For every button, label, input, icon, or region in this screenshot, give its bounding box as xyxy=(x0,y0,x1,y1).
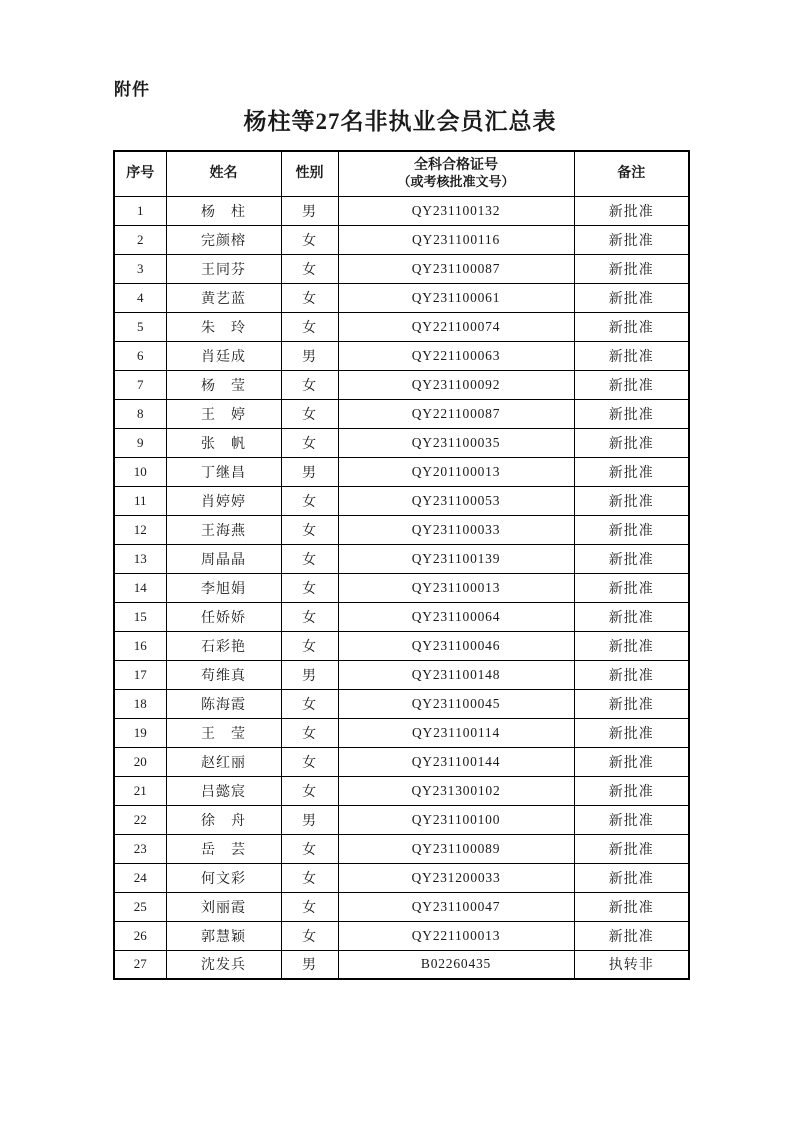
cell-row-number: 9 xyxy=(114,428,166,457)
cell-name: 郭慧颖 xyxy=(166,921,281,950)
cell-name: 杨 莹 xyxy=(166,370,281,399)
cell-cert-number: QY231100046 xyxy=(338,631,574,660)
cell-gender: 女 xyxy=(281,776,338,805)
cell-remark: 新批准 xyxy=(574,312,689,341)
cell-remark: 新批准 xyxy=(574,399,689,428)
table-row xyxy=(114,283,689,312)
cell-gender: 男 xyxy=(281,660,338,689)
cell-row-number: 10 xyxy=(114,457,166,486)
table-row xyxy=(114,486,689,515)
cell-gender: 女 xyxy=(281,573,338,602)
cell-name: 岳 芸 xyxy=(166,834,281,863)
table-row xyxy=(114,834,689,863)
cell-name: 徐 舟 xyxy=(166,805,281,834)
cell-name: 李旭娟 xyxy=(166,573,281,602)
cell-name: 陈海霞 xyxy=(166,689,281,718)
cell-cert-number: QY231100092 xyxy=(338,370,574,399)
cell-remark: 新批准 xyxy=(574,660,689,689)
cell-cert-number: QY221100063 xyxy=(338,341,574,370)
cell-name: 沈发兵 xyxy=(166,950,281,979)
cell-remark: 新批准 xyxy=(574,254,689,283)
cell-remark: 新批准 xyxy=(574,863,689,892)
cell-remark: 新批准 xyxy=(574,225,689,254)
cell-gender: 女 xyxy=(281,863,338,892)
cell-cert-number: QY231100114 xyxy=(338,718,574,747)
header-cert-line1: 全科合格证号 xyxy=(414,157,498,173)
cell-remark: 新批准 xyxy=(574,689,689,718)
table-row xyxy=(114,225,689,254)
cell-cert-number: QY201100013 xyxy=(338,457,574,486)
cell-remark: 新批准 xyxy=(574,892,689,921)
cell-gender: 男 xyxy=(281,805,338,834)
cell-cert-number: QY231100033 xyxy=(338,515,574,544)
cell-remark: 新批准 xyxy=(574,921,689,950)
header-cert xyxy=(338,151,574,196)
cell-row-number: 1 xyxy=(114,196,166,225)
cell-gender: 女 xyxy=(281,689,338,718)
cell-gender: 女 xyxy=(281,834,338,863)
header-cert-line2: （或考核批准文号） xyxy=(397,174,515,190)
cell-name: 任娇娇 xyxy=(166,602,281,631)
cell-row-number: 3 xyxy=(114,254,166,283)
cell-name: 何文彩 xyxy=(166,863,281,892)
cell-name: 王 莹 xyxy=(166,718,281,747)
cell-remark: 新批准 xyxy=(574,573,689,602)
cell-cert-number: QY231100053 xyxy=(338,486,574,515)
table-row xyxy=(114,399,689,428)
cell-row-number: 13 xyxy=(114,544,166,573)
cell-remark: 新批准 xyxy=(574,196,689,225)
cell-gender: 女 xyxy=(281,370,338,399)
table-row xyxy=(114,602,689,631)
cell-gender: 女 xyxy=(281,515,338,544)
header-row xyxy=(114,151,689,196)
cell-gender: 女 xyxy=(281,718,338,747)
cell-gender: 男 xyxy=(281,341,338,370)
cell-cert-number: QY231100064 xyxy=(338,602,574,631)
cell-row-number: 27 xyxy=(114,950,166,979)
cell-remark: 新批准 xyxy=(574,718,689,747)
page-title: 杨柱等27名非执业会员汇总表 xyxy=(243,109,557,134)
cell-gender: 女 xyxy=(281,921,338,950)
cell-name: 肖婷婷 xyxy=(166,486,281,515)
cell-cert-number: QY231200033 xyxy=(338,863,574,892)
cell-gender: 女 xyxy=(281,254,338,283)
table-row xyxy=(114,341,689,370)
cell-cert-number: QY231100035 xyxy=(338,428,574,457)
table-row xyxy=(114,718,689,747)
table-row xyxy=(114,428,689,457)
cell-remark: 新批准 xyxy=(574,631,689,660)
cell-row-number: 19 xyxy=(114,718,166,747)
header-no: 序号 xyxy=(114,151,166,196)
cell-cert-number: QY231100144 xyxy=(338,747,574,776)
cell-row-number: 18 xyxy=(114,689,166,718)
cell-row-number: 11 xyxy=(114,486,166,515)
cell-name: 刘丽霞 xyxy=(166,892,281,921)
cell-name: 杨 柱 xyxy=(166,196,281,225)
cell-row-number: 25 xyxy=(114,892,166,921)
table-row xyxy=(114,776,689,805)
cell-cert-number: B02260435 xyxy=(338,950,574,979)
table-row xyxy=(114,573,689,602)
cell-name: 苟维真 xyxy=(166,660,281,689)
cell-gender: 女 xyxy=(281,747,338,776)
header-remark: 备注 xyxy=(574,151,689,196)
cell-cert-number: QY231100089 xyxy=(338,834,574,863)
cell-row-number: 16 xyxy=(114,631,166,660)
cell-name: 黄艺蓝 xyxy=(166,283,281,312)
cell-name: 吕懿宸 xyxy=(166,776,281,805)
cell-cert-number: QY231100061 xyxy=(338,283,574,312)
table-row xyxy=(114,544,689,573)
cell-remark: 新批准 xyxy=(574,544,689,573)
cell-name: 肖廷成 xyxy=(166,341,281,370)
cell-name: 周晶晶 xyxy=(166,544,281,573)
cell-gender: 女 xyxy=(281,631,338,660)
table-row xyxy=(114,312,689,341)
cell-row-number: 23 xyxy=(114,834,166,863)
cell-remark: 新批准 xyxy=(574,805,689,834)
table-body xyxy=(114,196,689,979)
table-row xyxy=(114,515,689,544)
cell-remark: 执转非 xyxy=(574,950,689,979)
cell-gender: 女 xyxy=(281,892,338,921)
cell-cert-number: QY231100100 xyxy=(338,805,574,834)
cell-name: 张 帆 xyxy=(166,428,281,457)
cell-remark: 新批准 xyxy=(574,457,689,486)
cell-gender: 女 xyxy=(281,602,338,631)
cell-remark: 新批准 xyxy=(574,747,689,776)
table-row xyxy=(114,660,689,689)
table-row xyxy=(114,631,689,660)
cell-name: 石彩艳 xyxy=(166,631,281,660)
cell-row-number: 14 xyxy=(114,573,166,602)
cell-remark: 新批准 xyxy=(574,515,689,544)
cell-row-number: 2 xyxy=(114,225,166,254)
cell-row-number: 4 xyxy=(114,283,166,312)
cell-row-number: 20 xyxy=(114,747,166,776)
table-row xyxy=(114,370,689,399)
cell-cert-number: QY231100148 xyxy=(338,660,574,689)
cell-remark: 新批准 xyxy=(574,486,689,515)
table-row xyxy=(114,950,689,979)
cell-cert-number: QY231100139 xyxy=(338,544,574,573)
cell-row-number: 22 xyxy=(114,805,166,834)
cell-name: 王同芬 xyxy=(166,254,281,283)
table-row xyxy=(114,805,689,834)
attachment-label: 附件 xyxy=(114,80,150,99)
cell-cert-number: QY231300102 xyxy=(338,776,574,805)
table-row xyxy=(114,921,689,950)
cell-name: 完颜榕 xyxy=(166,225,281,254)
cell-row-number: 26 xyxy=(114,921,166,950)
cell-cert-number: QY231100087 xyxy=(338,254,574,283)
cell-cert-number: QY231100045 xyxy=(338,689,574,718)
cell-gender: 女 xyxy=(281,225,338,254)
cell-row-number: 12 xyxy=(114,515,166,544)
cell-row-number: 15 xyxy=(114,602,166,631)
cell-gender: 女 xyxy=(281,428,338,457)
cell-cert-number: QY221100074 xyxy=(338,312,574,341)
cell-name: 朱 玲 xyxy=(166,312,281,341)
cell-gender: 女 xyxy=(281,283,338,312)
table-row xyxy=(114,689,689,718)
cell-row-number: 17 xyxy=(114,660,166,689)
table-row xyxy=(114,747,689,776)
cell-gender: 女 xyxy=(281,486,338,515)
cell-cert-number: QY231100116 xyxy=(338,225,574,254)
header-gender: 性别 xyxy=(281,151,338,196)
cell-remark: 新批准 xyxy=(574,776,689,805)
cell-cert-number: QY221100013 xyxy=(338,921,574,950)
cell-gender: 女 xyxy=(281,544,338,573)
cell-row-number: 7 xyxy=(114,370,166,399)
table-row xyxy=(114,457,689,486)
cell-gender: 女 xyxy=(281,399,338,428)
cell-cert-number: QY221100087 xyxy=(338,399,574,428)
cell-gender: 男 xyxy=(281,457,338,486)
cell-row-number: 6 xyxy=(114,341,166,370)
member-summary-table xyxy=(113,150,690,980)
table-header xyxy=(114,151,689,196)
table-row xyxy=(114,196,689,225)
cell-cert-number: QY231100132 xyxy=(338,196,574,225)
cell-row-number: 8 xyxy=(114,399,166,428)
cell-remark: 新批准 xyxy=(574,428,689,457)
cell-cert-number: QY231100047 xyxy=(338,892,574,921)
cell-row-number: 5 xyxy=(114,312,166,341)
cell-name: 王海燕 xyxy=(166,515,281,544)
header-name: 姓名 xyxy=(166,151,281,196)
cell-cert-number: QY231100013 xyxy=(338,573,574,602)
cell-row-number: 24 xyxy=(114,863,166,892)
cell-row-number: 21 xyxy=(114,776,166,805)
cell-gender: 女 xyxy=(281,312,338,341)
cell-name: 丁继昌 xyxy=(166,457,281,486)
table-row xyxy=(114,254,689,283)
cell-gender: 男 xyxy=(281,196,338,225)
cell-remark: 新批准 xyxy=(574,283,689,312)
cell-remark: 新批准 xyxy=(574,834,689,863)
cell-gender: 男 xyxy=(281,950,338,979)
cell-remark: 新批准 xyxy=(574,341,689,370)
table-row xyxy=(114,892,689,921)
table-row xyxy=(114,863,689,892)
cell-name: 赵红丽 xyxy=(166,747,281,776)
cell-remark: 新批准 xyxy=(574,370,689,399)
cell-name: 王 婷 xyxy=(166,399,281,428)
cell-remark: 新批准 xyxy=(574,602,689,631)
